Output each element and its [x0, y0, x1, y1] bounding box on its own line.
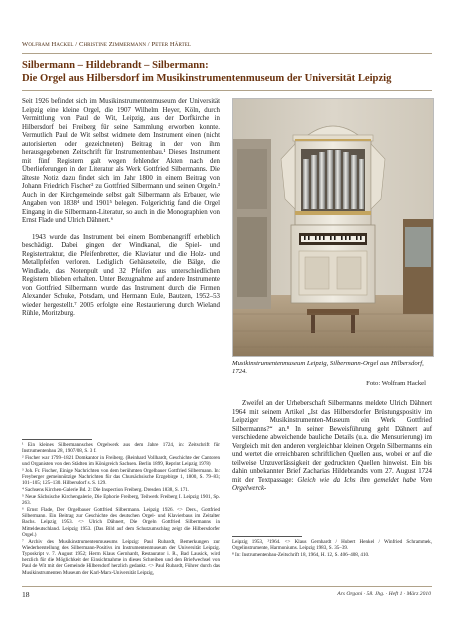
footnotes-right — [232, 539, 432, 559]
journal-footer: Ars Organi · 58. Jhg. · Heft 1 · März 2010 — [337, 591, 431, 597]
footnote-rule — [232, 536, 302, 537]
page-number: 18 — [22, 590, 30, 599]
body-paragraph: 1943 wurde das Instrument bei einem Bombenangriff erheblich beschädigt. Dabei gingen der Windkanal, die Spiel- und Registertraktur, die Pfeifenbretter, die Klaviatur und die Holz- und Metallpfeifen verloren. Lediglich Gehäuseteile, die Bälge, die Windlade, das Notenpult und 32 Pfeifen aus unterschiedlichen Registern blieben erhalten. Unter Bezugnahme auf andere Instrumente von Gottfried Silbermann wurde das Instrument durch die Firmen Alexander Schuke, Potsdam, und Hermann Eule, Bautzen, 1952–53 wieder hergestellt.⁷ 2005 erfolgte eine Restaurierung durch Wieland Rühle, Moritzburg. — [22, 233, 220, 317]
organ-photo — [232, 98, 434, 357]
footnotes-left — [22, 442, 220, 576]
title-rule — [22, 90, 432, 91]
header-rule — [22, 53, 432, 54]
footnote: ² Fischer war 1799–1821 Domkantor in Freiberg. (Reinhard Vollhardt, Geschichte der Cantoren und Organisten von den Städten im Königreich Sachsen. Berlin 1899, Reprint Leipzig 1978) — [22, 455, 220, 468]
footnote: ⁶ Ernst Flade, Der Orgelbauer Gottfried Silbermann. Leipzig 1926. <> Ders., Gottfried Silbermann. Ein Beitrag zur Geschichte des deutschen Orgel- und Klavierbaus im Zeitalter Bachs. Leipzig 1953. <> Ulrich Dähnert, Die Orgeln Gottfried Silbermanns in Mitteldeutschland. Leipzig 1953. (Das Bild auf dem Schutzumschlag zeigt die Hilbersdorfer Orgel.) — [22, 507, 220, 538]
footnote: ⁵ Neue Sächsische Kirchengalerie, Die Ephorie Freiberg, Teilwerk Freiberg I. Leipzig 1901, Sp. 263. — [22, 494, 220, 507]
footnote: Leipzig 1953, ²1964. <> Klaus Gernhardt / Hubert Henkel / Winfried Schrammek, Orgelinstrumente, Harmoniums. Leipzig 1983, S. 35–39. — [232, 539, 432, 552]
body-column-left — [22, 98, 220, 327]
photo-credit: Foto: Wolfram Hackel — [366, 380, 426, 387]
organ-photo-image — [233, 99, 433, 356]
body-paragraph: Seit 1926 befindet sich im Musikinstrumentenmuseum der Universität Leipzig eine kleine Orgel, die 1907 Wilhelm Heyer, Köln, durch Vermittlung von Paul de Wit, Leipzig, aus der Dorfkirche in Hilbersdorf bei Freiberg für seine Sammlung erworben konnte. Vermutlich Paul de Wit selbst widmete dem Instrument einen (nicht autorisierten oder gezeichneten) Beitrag in der von ihm herausgegebenen Zeitschrift für Instrumentenbau.¹ Dieses Instrument mit fünf Registern galt wegen fehlender Akten nach den Überlieferungen in der Literatur als Werk Gottfried Silbermanns. Die älteste Notiz dazu findet sich im Jahr 1800 in einem Beitrag von Johann Friedrich Fischer² zu Gottfried Silbermann und seinen Orgeln.³ Auch in der Kirchgemeinde selbst galt Silbermann als Erbauer, wie Angaben von 1838⁴ und 1901⁵ belegen. Folgerichtig fand die Orgel Eingang in die Silbermann-Literatur, so auch in die Monographien von Ernst Flade und Ulrich Dähnert.⁶ — [22, 98, 220, 224]
body-text: Zweifel an der Urheberschaft Silbermanns meldete Ulrich Dähnert 1964 mit seinem Artikel „Ist das Hilbersdorfer Brüstungspositiv im Leipziger Musikinstrumenten-Museum ein Werk Gottfried Silbermanns?“ an.⁸ In seiner Beweisführung geht Dähnert auf verschiedene abweichende bauliche Details (u.a. die Mensurierung) im Vergleich mit den anderen vergleichbar kleinen Orgeln Silbermanns ein und wertet die erreichbaren schriftlichen Quellen aus, wobei er auf die teilweise Unzuverlässigkeit der gedruckten Quellen hinweist. Ein bis dahin unbekannter Brief Zacharias Hildebrandts vom 27. August 1724 mit der Textpassage: — [232, 400, 432, 484]
body-column-right — [232, 400, 432, 494]
figure-caption: Musikinstrumentenmuseum Leipzig, Silbermann-Orgel aus Hilbersdorf, 1724. — [232, 360, 424, 376]
footnote-rule — [22, 439, 92, 440]
author-line: Wolfram Hackel / Christine Zimmermann / Peter Härtel — [22, 41, 192, 48]
footnote: ⁴ Sachsens Kirchen-Galerie Bd. 2: Die Inspection Freiberg. Dresden 1838, S. 171. — [22, 487, 190, 494]
body-paragraph — [232, 400, 432, 494]
article-title — [22, 60, 442, 85]
article-title-line1: Silbermann – Hildebrandt – Silbermann: — [22, 60, 209, 71]
footnote: ¹ Ein kleines Silbermannsches Orgelwerk aus dem Jahre 1724, in: Zeitschrift für Instrumentenbau 28, 1907/08, S. 3 f. — [22, 442, 220, 455]
article-title-line2: Die Orgel aus Hilbersdorf im Musikinstrumentenmuseum der Universität Leipzig — [22, 72, 392, 84]
footnote: ³ Joh. Fr. Fischer, Einige Nachrichten von dem berühmten Orgelbauer Gottfried Silbermann. In: Freyberger gemeinnützige Nachrichten für das Chursächsische Erzgebirge 1, 1800, S. 79–83; 101–105; 125–130. Hilbersdorf s. S. 129. — [22, 468, 220, 487]
quote-text: Gleich wie da Ichs ihm gemeldet habe Vom Orgelwerck- — [232, 476, 432, 492]
footer-rule — [22, 586, 432, 587]
footnote: ⁷ Archiv des Musikinstrumentenmuseums Leipzig: Paul Rubardt, Bemerkungen zur Wiederherstellung des Silbermann-Positivs im Instrumentenmuseum der Universität Leipzig. Typoskript v. 7. August 1952; Herrn Klaus Gernhardt, Restaurator i. R., Bad Lausick, wird herzlich für die Möglichkeit der Einsichtnahme in dieses Schreiben und den Briefwechsel von Paul de Wit mit der Gemeinde Hilbersdorf herzlich gedankt. <> Paul Rubardt, Führer durch das Musikinstrumenten Museum der Karl-Marx-Universität Leipzig, — [22, 538, 220, 576]
footnote: ⁸ In: Instrumentenbau-Zeitschrift 18, 1964, H. 12, S. 406–408, 410. — [232, 552, 370, 558]
